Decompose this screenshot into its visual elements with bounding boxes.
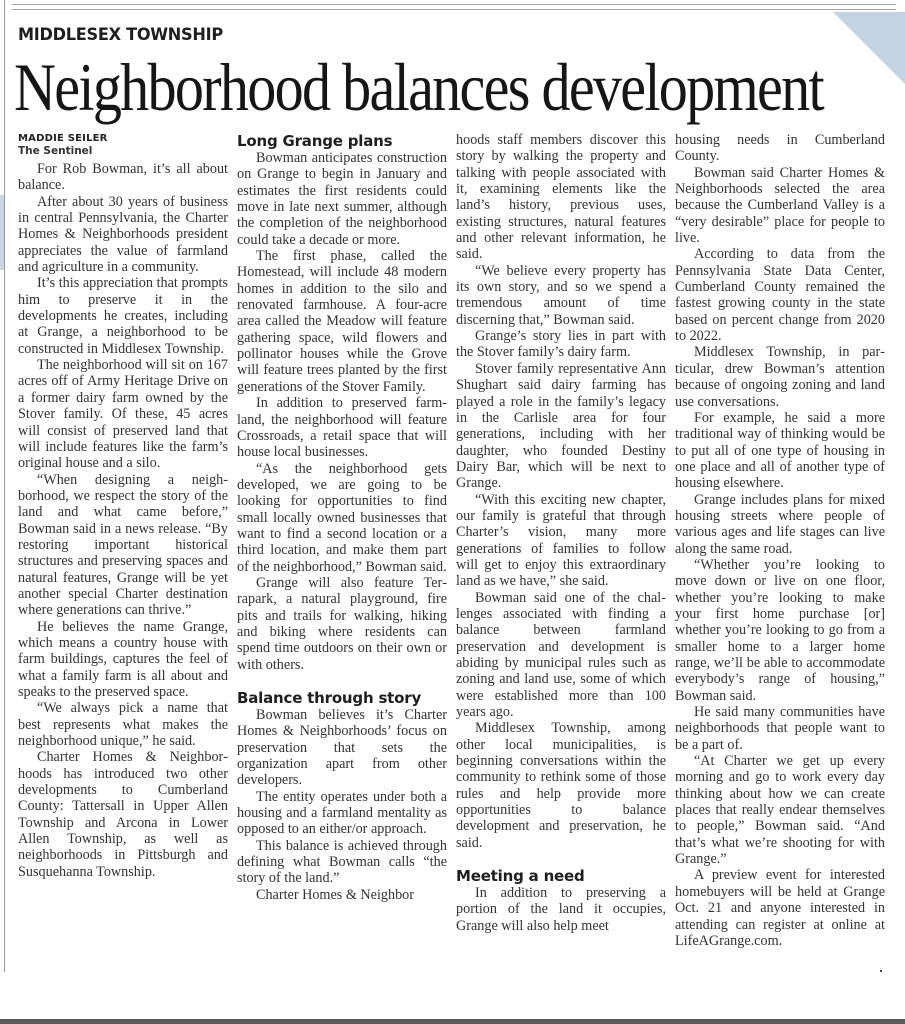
- paragraph: Bowman said Charter Homes & Neighborhoods selected the area because the Cumberland Valley is a “very desirable” place for people to live.: [675, 164, 885, 247]
- headline: Neighborhood balances development: [14, 49, 823, 125]
- paragraph: “When designing a neighborhood, we respect the story of the land and what came before,” Bowman said in a news release. “By restoring important historical structures and preserving spaces and natural features, Grange will be yet another special Charter destination where generations can thrive.”: [18, 471, 228, 619]
- paragraph: It’s this appreciation that prompts him to preserve it in the developments he creates, including at Grange, a neighborhood to be constructed in Middlesex Township.: [18, 275, 228, 357]
- paragraph: Middlesex Township, among other local municipalities, is beginning conversations within the community to rethink some of those rules and help provide more opportunities to balance development and preservation, he said.: [456, 720, 666, 851]
- column-4-text: [675, 132, 885, 949]
- side-accent-tab: [0, 195, 4, 270]
- paragraph: housing needs in Cumberland County.: [675, 132, 885, 165]
- paragraph: “As the neighborhood gets developed, we are going to be looking for opportunities to find small locally owned businesses that want to find a second location or a third location, and make them part of the neighborhood,” Bowman said.: [237, 460, 447, 575]
- paragraph: The first phase, called the Homestead, will include 48 modern homes in addition to the silo and renovated farmhouse. A four-acre area called the Meadow will feature gathering space, wild flowers and pollinator houses while the Grove will feature trees planted by the first generations of the Stover Family.: [237, 248, 447, 395]
- paragraph: He believes the name Grange, which means a country house with farm buildings, captures the feel of what a family farm is all about and speaks to the preserved space.: [18, 618, 228, 700]
- paragraph: He said many communities have neighborhoods that people want to be a part of.: [675, 704, 885, 753]
- article-body: [18, 132, 886, 972]
- paragraph: This balance is achieved through defining what Bowman calls “the story of the land.”: [237, 837, 447, 887]
- paragraph: Bowman said one of the challenges associated with finding a balance between farmland preservation and development is abiding by municipal rules such as zoning and land use, some of which were established more than 100 years ago.: [456, 589, 666, 721]
- left-border-rule: [4, 0, 5, 972]
- top-double-rule: [12, 4, 896, 10]
- paragraph: Grange’s story lies in part with the Stover family’s dairy farm.: [456, 328, 666, 361]
- paragraph: “With this exciting new chapter, our family is grateful that through Charter’s vision, many more generations of families to follow will get to enjoy this extraordinary land as we have,” she said.: [456, 491, 666, 590]
- byline: MADDIE SEILER: [18, 133, 108, 144]
- paragraph: hoods staff members discover this story by walking the property and talking with people associated with it, examining elements like the land’s history, previous uses, existing structures, natural features and other relevant information, he said.: [456, 132, 666, 263]
- subhead: Long Grange plans: [237, 132, 393, 150]
- paragraph: Grange includes plans for mixed housing streets where people of various ages and life stages can live along the same road.: [675, 491, 885, 557]
- end-mark: [880, 970, 882, 972]
- paragraph: Stover family representative Ann Shughart said dairy farming has played a role in the family’s legacy in the Carlisle area for four generations, including with her daughter, who founded Destiny Dairy Bar, which will be next to Grange.: [456, 360, 666, 492]
- paragraph: In addition to preserved farmland, the neighborhood will feature Crossroads, a retail space that will house local businesses.: [237, 395, 447, 461]
- column-1-text: [18, 161, 228, 880]
- paragraph: The entity operates under both a housing and a farmland mentality as opposed to an either/or approach.: [237, 788, 447, 838]
- paragraph: For Rob Bowman, it’s all about balance.: [18, 161, 228, 194]
- paragraph: Charter Homes & Neighborhoods has introduced two other developments to Cumberland County: Tattersall in Upper Allen Township and Arcona in Lower Allen Township, as well as neighborhoods in Pittsburgh and Susquehanna Township.: [18, 749, 228, 880]
- column-1: [18, 132, 228, 880]
- subhead: Meeting a need: [456, 867, 585, 886]
- paragraph: Bowman believes it’s Charter Homes & Neighborhoods’ focus on preservation that sets the organization apart from other developers.: [237, 707, 447, 789]
- paragraph: “We always pick a name that best represents what makes the neighborhood unique,” he said.: [18, 700, 228, 750]
- column-4: [675, 132, 885, 949]
- paragraph: In addition to preserving a portion of the land it occupies, Grange will also help meet: [456, 885, 666, 934]
- column-2-text: [237, 132, 447, 903]
- paragraph: “We believe every property has its own story, and so we spend a tremendous amount of time discerning that,” Bowman said.: [456, 262, 666, 328]
- paragraph: According to data from the Pennsylvania State Data Center, Cumberland County remained the fastest growing county in the state based on percent change from 2020 to 2022.: [675, 246, 885, 345]
- paragraph: A preview event for interested homebuyers will be held at Grange Oct. 21 and anyone interested in attending can register at online at LifeAGrange.com.: [675, 867, 885, 949]
- paragraph: For example, he said a more traditional way of thinking would be to put all of one type of housing in one place and all of another type of housing elsewhere.: [675, 409, 885, 492]
- byline-affiliation: The Sentinel: [18, 145, 93, 157]
- bottom-border-bar: [0, 1019, 905, 1024]
- section-kicker: MIDDLESEX TOWNSHIP: [18, 25, 223, 45]
- subhead: Balance through story: [237, 689, 422, 707]
- paragraph: The neighborhood will sit on 167 acres off of Army Heritage Drive on a former dairy farm owned by the Stover family. Of these, 45 acres will consist of preserved land that will include features like the farm’s original house and a silo.: [18, 357, 228, 472]
- corner-accent-tab: [833, 12, 905, 84]
- paragraph: Bowman anticipates construction on Grange to begin in January and estimates the first residents could move in late next summer, although the completion of the neighborhood could take a decade or more.: [237, 150, 447, 248]
- column-2: [237, 132, 447, 903]
- paragraph: After about 30 years of business in central Pennsylvania, the Charter Homes & Neighborhoods president appreciates the value of farmland and agriculture in a community.: [18, 193, 228, 276]
- paragraph: Grange will also feature Terrapark, a natural playground, fire pits and trails for walking, hiking and biking where residents can spend time outdoors on their own or with others.: [237, 574, 447, 673]
- paragraph: Charter Homes & Neighbor: [256, 886, 414, 903]
- paragraph: “At Charter we get up every morning and go to work every day thinking about how we can create places that really endear themselves to people,” Bowman said. “And that’s what we’re shooting for with Grange.”: [675, 753, 885, 868]
- paragraph: Middlesex Township, in particular, drew Bowman’s attention because of ongoing zoning and land use conversations.: [675, 344, 885, 410]
- column-3: [456, 132, 666, 934]
- column-3-text: [456, 132, 666, 934]
- paragraph: “Whether you’re looking to move down or live on one floor, whether you’re looking to make your first home purchase [or] whether you’re looking to go from a smaller home to a larger home range, we’ll be able to accommodate everybody’s range of housing,” Bowman said.: [675, 556, 885, 704]
